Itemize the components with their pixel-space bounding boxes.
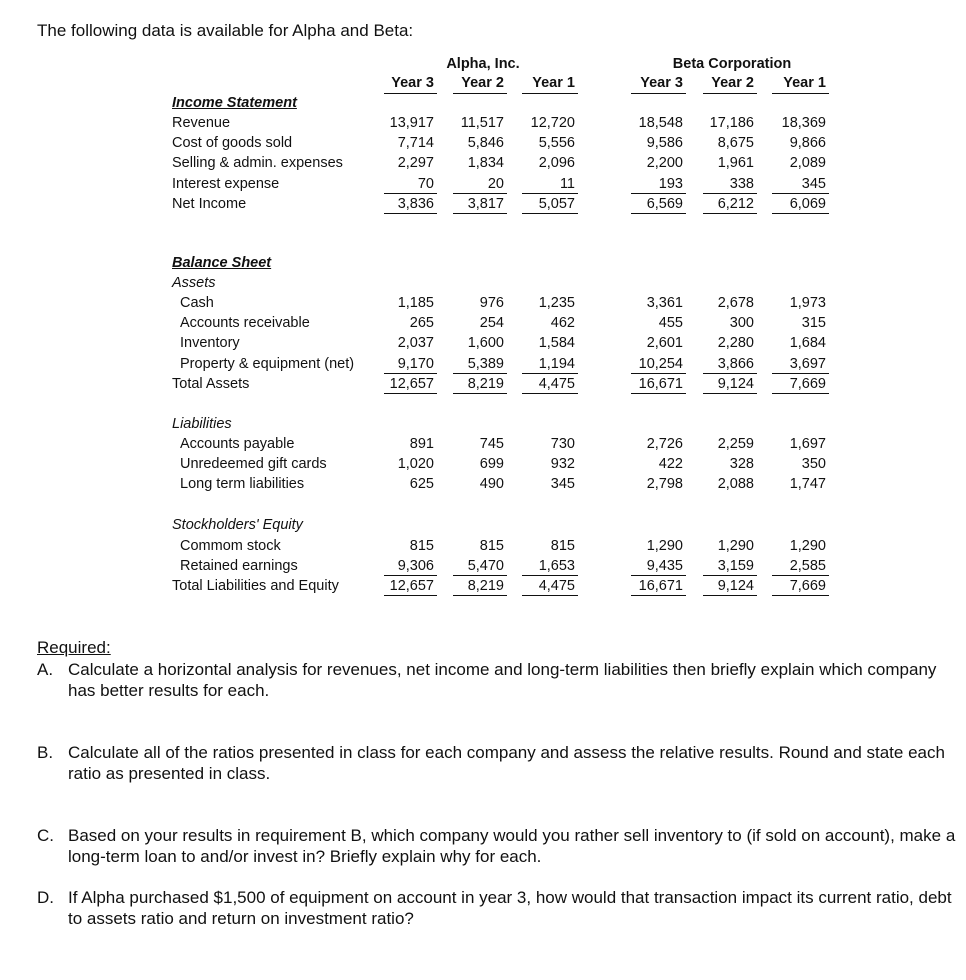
- requirement-text: Calculate a horizontal analysis for revenues, net income and long-term liabilities then briefly explain which company has better results for each.: [68, 660, 937, 700]
- alpha-value-cell: 5,470: [467, 558, 504, 575]
- beta-value-cell: 3,697: [789, 355, 826, 372]
- underline-rule: [703, 575, 757, 576]
- underline-rule: [384, 93, 437, 94]
- beta-value-cell: 345: [801, 175, 826, 192]
- underline-rule: [384, 575, 437, 576]
- underline-rule: [703, 393, 757, 394]
- underline-rule: [772, 213, 829, 214]
- beta-value-cell: 9,435: [646, 558, 683, 575]
- requirement-label: B.: [37, 743, 54, 762]
- company-name-beta: Beta Corporation: [672, 56, 792, 72]
- beta-value-cell: 9,124: [717, 578, 754, 595]
- subheading-liabilities: Liabilities: [172, 416, 232, 432]
- alpha-value-cell: 11,517: [460, 115, 504, 131]
- alpha-value-cell: 9,306: [397, 558, 434, 575]
- section-heading-balance-sheet: Balance Sheet: [172, 255, 272, 271]
- alpha-value-cell: 12,720: [530, 115, 575, 131]
- requirement-label: A.: [37, 660, 54, 679]
- underline-rule: [453, 213, 507, 214]
- alpha-value-cell: 1,584: [538, 335, 575, 352]
- row-label: Inventory: [180, 335, 240, 352]
- underline-rule: [384, 595, 437, 596]
- alpha-value-cell: 1,653: [538, 558, 575, 575]
- underline-rule: [703, 595, 757, 596]
- alpha-value-cell: 5,389: [467, 355, 504, 372]
- row-label: Total Assets: [172, 375, 250, 392]
- row-label: Unredeemed gift cards: [180, 456, 327, 473]
- underline-rule: [772, 373, 829, 374]
- alpha-value-cell: 1,185: [397, 295, 434, 311]
- underline-rule: [522, 193, 578, 194]
- underline-rule: [453, 393, 507, 394]
- beta-value-cell: 315: [801, 315, 826, 332]
- row-label: Accounts receivable: [180, 315, 310, 332]
- alpha-value-cell: 11: [559, 175, 575, 192]
- underline-rule: [703, 213, 757, 214]
- alpha-value-cell: 12,657: [389, 375, 434, 392]
- year-column-header: Year 1: [783, 75, 826, 91]
- row-label: Cost of goods sold: [172, 135, 293, 152]
- row-label: Net Income: [172, 195, 247, 212]
- beta-value-cell: 2,200: [646, 155, 683, 172]
- alpha-value-cell: 462: [550, 315, 575, 332]
- row-label: Cash: [180, 295, 214, 311]
- row-label: Property & equipment (net): [180, 355, 355, 372]
- underline-rule: [522, 575, 578, 576]
- underline-rule: [631, 93, 686, 94]
- alpha-value-cell: 1,235: [538, 295, 575, 311]
- subheading-assets: Assets: [172, 275, 216, 291]
- alpha-value-cell: 699: [479, 456, 504, 473]
- underline-rule: [453, 93, 507, 94]
- beta-value-cell: 2,601: [646, 335, 683, 352]
- beta-value-cell: 3,866: [717, 355, 754, 372]
- row-label: Revenue: [172, 115, 231, 131]
- row-label: Commom stock: [180, 538, 281, 554]
- underline-rule: [772, 595, 829, 596]
- beta-value-cell: 2,280: [717, 335, 754, 352]
- underline-rule: [522, 93, 578, 94]
- underline-rule: [772, 193, 829, 194]
- beta-value-cell: 2,088: [717, 476, 754, 493]
- row-label: Total Liabilities and Equity: [172, 578, 339, 595]
- alpha-value-cell: 932: [550, 456, 575, 473]
- alpha-value-cell: 1,600: [467, 335, 504, 352]
- underline-rule: [631, 595, 686, 596]
- year-column-header: Year 2: [711, 75, 754, 91]
- alpha-value-cell: 891: [409, 436, 434, 452]
- alpha-value-cell: 815: [479, 538, 504, 554]
- beta-value-cell: 1,973: [789, 295, 826, 311]
- beta-value-cell: 2,259: [717, 436, 754, 452]
- beta-value-cell: 3,159: [717, 558, 754, 575]
- alpha-value-cell: 815: [550, 538, 575, 554]
- year-column-header: Year 2: [461, 75, 504, 91]
- requirement-text: If Alpha purchased $1,500 of equipment on account in year 3, how would that transaction impact its current ratio, debt to assets ratio and return on investment ratio?: [68, 888, 952, 928]
- alpha-value-cell: 2,096: [538, 155, 575, 172]
- underline-rule: [384, 373, 437, 374]
- beta-value-cell: 1,290: [789, 538, 826, 554]
- alpha-value-cell: 490: [479, 476, 504, 493]
- underline-rule: [772, 393, 829, 394]
- alpha-value-cell: 1,194: [538, 355, 575, 372]
- alpha-value-cell: 13,917: [389, 115, 434, 131]
- beta-value-cell: 300: [729, 315, 754, 332]
- underline-rule: [772, 575, 829, 576]
- requirement-text: Calculate all of the ratios presented in class for each company and assess the relative results. Round and state each ratio as presented in class.: [68, 743, 945, 783]
- requirement-text: Based on your results in requirement B, which company would you rather sell inventory to (if sold on account), make a long-term loan to and/or invest in? Briefly explain why for each.: [68, 826, 956, 866]
- beta-value-cell: 10,254: [638, 355, 683, 372]
- underline-rule: [384, 393, 437, 394]
- alpha-value-cell: 8,219: [467, 375, 504, 392]
- beta-value-cell: 8,675: [717, 135, 754, 152]
- beta-value-cell: 17,186: [709, 115, 754, 131]
- beta-value-cell: 338: [729, 175, 754, 192]
- beta-value-cell: 1,290: [717, 538, 754, 554]
- required-title: Required:: [37, 638, 111, 657]
- alpha-value-cell: 3,836: [397, 195, 434, 212]
- beta-value-cell: 2,726: [646, 436, 683, 452]
- beta-value-cell: 9,586: [646, 135, 683, 152]
- alpha-value-cell: 1,834: [467, 155, 504, 172]
- underline-rule: [522, 393, 578, 394]
- alpha-value-cell: 254: [479, 315, 504, 332]
- beta-value-cell: 9,124: [717, 375, 754, 392]
- subheading-stockholders-equity: Stockholders' Equity: [172, 517, 303, 533]
- alpha-value-cell: 745: [479, 436, 504, 452]
- requirement-label: D.: [37, 888, 54, 907]
- underline-rule: [631, 213, 686, 214]
- beta-value-cell: 2,678: [717, 295, 754, 311]
- alpha-value-cell: 1,020: [397, 456, 434, 473]
- row-label: Interest expense: [172, 175, 280, 192]
- alpha-value-cell: 815: [409, 538, 434, 554]
- year-column-header: Year 3: [391, 75, 434, 91]
- beta-value-cell: 1,684: [789, 335, 826, 352]
- year-column-header: Year 1: [532, 75, 575, 91]
- underline-rule: [772, 93, 829, 94]
- beta-value-cell: 18,548: [638, 115, 683, 131]
- alpha-value-cell: 8,219: [467, 578, 504, 595]
- alpha-value-cell: 7,714: [397, 135, 434, 152]
- alpha-value-cell: 70: [417, 175, 434, 192]
- beta-value-cell: 2,089: [789, 155, 826, 172]
- row-label: Retained earnings: [180, 558, 298, 575]
- beta-value-cell: 1,961: [717, 155, 754, 172]
- alpha-value-cell: 976: [479, 295, 504, 311]
- beta-value-cell: 350: [801, 456, 826, 473]
- alpha-value-cell: 5,556: [538, 135, 575, 152]
- underline-rule: [703, 93, 757, 94]
- underline-rule: [522, 595, 578, 596]
- beta-value-cell: 2,585: [789, 558, 826, 575]
- requirement-label: C.: [37, 826, 54, 845]
- alpha-value-cell: 5,846: [467, 135, 504, 152]
- alpha-value-cell: 345: [550, 476, 575, 493]
- alpha-value-cell: 9,170: [397, 355, 434, 372]
- beta-value-cell: 6,212: [717, 195, 754, 212]
- underline-rule: [522, 213, 578, 214]
- alpha-value-cell: 4,475: [538, 578, 575, 595]
- alpha-value-cell: 2,037: [397, 335, 434, 352]
- beta-value-cell: 193: [658, 175, 683, 192]
- beta-value-cell: 9,866: [789, 135, 826, 152]
- underline-rule: [631, 193, 686, 194]
- alpha-value-cell: 265: [409, 315, 434, 332]
- beta-value-cell: 1,697: [789, 436, 826, 452]
- underline-rule: [631, 393, 686, 394]
- underline-rule: [384, 193, 437, 194]
- underline-rule: [703, 193, 757, 194]
- beta-value-cell: 16,671: [638, 578, 683, 595]
- alpha-value-cell: 4,475: [538, 375, 575, 392]
- underline-rule: [631, 373, 686, 374]
- alpha-value-cell: 625: [409, 476, 434, 493]
- company-name-alpha: Alpha, Inc.: [446, 56, 520, 72]
- underline-rule: [522, 373, 578, 374]
- alpha-value-cell: 20: [487, 175, 504, 192]
- beta-value-cell: 2,798: [646, 476, 683, 493]
- underline-rule: [453, 193, 507, 194]
- row-label: Long term liabilities: [180, 476, 305, 493]
- underline-rule: [384, 213, 437, 214]
- alpha-value-cell: 12,657: [389, 578, 434, 595]
- beta-value-cell: 455: [658, 315, 683, 332]
- alpha-value-cell: 3,817: [467, 195, 504, 212]
- beta-value-cell: 18,369: [781, 115, 826, 131]
- beta-value-cell: 1,747: [789, 476, 826, 493]
- underline-rule: [453, 595, 507, 596]
- beta-value-cell: 7,669: [789, 578, 826, 595]
- beta-value-cell: 328: [729, 456, 754, 473]
- row-label: Selling & admin. expenses: [172, 155, 343, 172]
- underline-rule: [453, 575, 507, 576]
- beta-value-cell: 6,069: [789, 195, 826, 212]
- underline-rule: [703, 373, 757, 374]
- beta-value-cell: 16,671: [638, 375, 683, 392]
- beta-value-cell: 6,569: [646, 195, 683, 212]
- intro-text: The following data is available for Alpha and Beta:: [37, 21, 414, 40]
- alpha-value-cell: 2,297: [397, 155, 434, 172]
- beta-value-cell: 1,290: [646, 538, 683, 554]
- underline-rule: [453, 373, 507, 374]
- beta-value-cell: 422: [658, 456, 683, 473]
- year-column-header: Year 3: [640, 75, 683, 91]
- alpha-value-cell: 730: [550, 436, 575, 452]
- beta-value-cell: 3,361: [646, 295, 683, 311]
- row-label: Accounts payable: [180, 436, 295, 452]
- beta-value-cell: 7,669: [789, 375, 826, 392]
- underline-rule: [631, 575, 686, 576]
- alpha-value-cell: 5,057: [538, 195, 575, 212]
- section-heading-income-statement: Income Statement: [172, 95, 297, 111]
